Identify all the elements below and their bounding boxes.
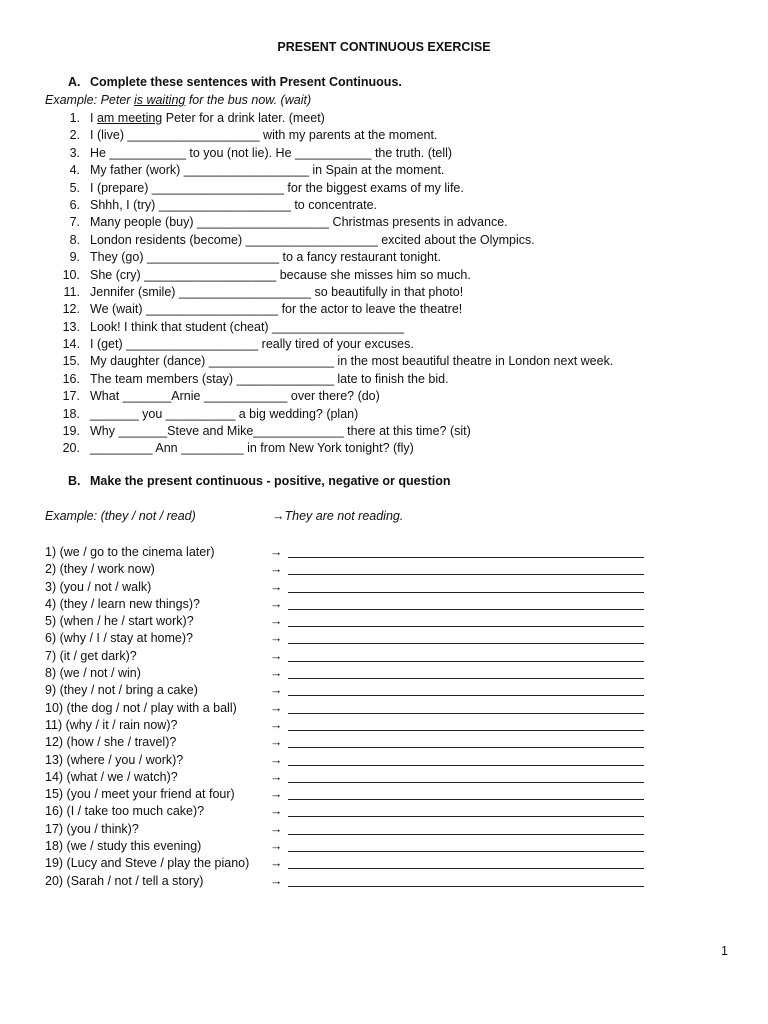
- arrow-icon: →: [272, 509, 285, 523]
- section-b-list: [0, 544, 768, 890]
- item-text: What _______Arnie ____________ over there? (do): [90, 389, 380, 404]
- exercise-row: [0, 544, 768, 561]
- arrow-icon: →: [270, 821, 283, 836]
- item-text: I (get) ___________________ really tired of your excuses.: [90, 337, 414, 352]
- section-b-heading-text: Make the present continuous - positive, negative or question: [90, 474, 451, 488]
- exercise-row: [0, 734, 768, 751]
- exercise-row: [0, 665, 768, 682]
- item-number: 16.: [62, 371, 80, 386]
- item-text: The team members (stay) ______________ late to finish the bid.: [90, 371, 449, 386]
- answer-line: [288, 574, 644, 575]
- answer-line: [288, 609, 644, 610]
- example-answer-text: They are not reading.: [284, 509, 404, 523]
- list-item: [0, 423, 768, 440]
- arrow-icon: →: [270, 596, 283, 611]
- exercise-row: [0, 613, 768, 630]
- item-text: They (go) ___________________ to a fancy restaurant tonight.: [90, 250, 441, 265]
- list-item: [0, 406, 768, 423]
- answer-line: [288, 765, 644, 766]
- answer-line: [288, 816, 644, 817]
- exercise-prompt: 16) (I / take too much cake)?: [45, 804, 205, 819]
- exercise-prompt: 18) (we / study this evening): [45, 839, 202, 854]
- exercise-row: [0, 873, 768, 890]
- answer-line: [288, 868, 644, 869]
- example-underlined: is waiting: [133, 93, 186, 107]
- answer-line: [288, 886, 644, 887]
- answer-line: [288, 747, 644, 748]
- item-number: 15.: [62, 354, 80, 369]
- item-number: 8.: [69, 232, 80, 247]
- answer-line: [288, 730, 644, 731]
- exercise-prompt: 3) (you / not / walk): [45, 579, 152, 594]
- item-text: Look! I think that student (cheat) ___________________: [90, 319, 405, 334]
- section-b-heading: [68, 474, 450, 488]
- exercise-prompt: 19) (Lucy and Steve / play the piano): [45, 856, 250, 871]
- item-text: He ___________ to you (not lie). He ___________ the truth. (tell): [90, 145, 453, 160]
- list-item: [0, 371, 768, 388]
- arrow-icon: →: [270, 769, 283, 784]
- arrow-icon: →: [270, 562, 283, 577]
- item-text: London residents (become) ___________________ excited about the Olympics.: [90, 232, 535, 247]
- arrow-icon: →: [270, 631, 283, 646]
- answer-line: [288, 643, 644, 644]
- item-number: 11.: [63, 284, 80, 299]
- list-item: [0, 214, 768, 231]
- exercise-row: [0, 596, 768, 613]
- example-suffix: for the bus now. (wait): [185, 93, 312, 107]
- exercise-row: [0, 821, 768, 838]
- list-item: [0, 353, 768, 370]
- item-number: 10.: [62, 267, 80, 282]
- item-number: 13.: [62, 319, 80, 334]
- list-item: [0, 232, 768, 249]
- exercise-row: [0, 648, 768, 665]
- exercise-row: [0, 579, 768, 596]
- page-title: PRESENT CONTINUOUS EXERCISE: [277, 40, 491, 54]
- section-a-list: [0, 110, 768, 458]
- arrow-icon: →: [270, 787, 283, 802]
- answer-line: [288, 557, 644, 558]
- exercise-row: [0, 717, 768, 734]
- arrow-icon: →: [270, 804, 283, 819]
- exercise-row: [0, 786, 768, 803]
- item-number: 3.: [69, 145, 80, 160]
- item-text: Jennifer (smile) ___________________ so beautifully in that photo!: [90, 284, 464, 299]
- arrow-icon: →: [270, 856, 283, 871]
- arrow-icon: →: [270, 873, 283, 888]
- exercise-row: [0, 561, 768, 578]
- list-item: [0, 336, 768, 353]
- section-b-example-answer: [272, 509, 403, 523]
- list-item: [0, 180, 768, 197]
- list-item: [0, 284, 768, 301]
- list-item: [0, 319, 768, 336]
- exercise-row: [0, 838, 768, 855]
- exercise-row: [0, 700, 768, 717]
- exercise-prompt: 15) (you / meet your friend at four): [45, 787, 235, 802]
- list-item: [0, 301, 768, 318]
- list-item: [0, 197, 768, 214]
- section-a-heading: [68, 75, 402, 89]
- item-number: 7.: [69, 215, 80, 230]
- item-text: I (live) ___________________ with my parents at the moment.: [90, 128, 438, 143]
- item-text: [90, 110, 325, 127]
- list-item: [0, 110, 768, 127]
- exercise-prompt: 9) (they / not / bring a cake): [45, 683, 198, 698]
- item-number: 9.: [69, 250, 80, 265]
- exercise-row: [0, 855, 768, 872]
- answer-line: [288, 592, 644, 593]
- exercise-prompt: 2) (they / work now): [45, 562, 155, 577]
- section-b-letter: B.: [68, 474, 81, 488]
- exercise-prompt: 11) (why / it / rain now)?: [45, 717, 178, 732]
- exercise-prompt: 4) (they / learn new things)?: [45, 596, 200, 611]
- exercise-prompt: 1) (we / go to the cinema later): [45, 545, 215, 559]
- item-text: She (cry) ___________________ because she misses him so much.: [90, 267, 471, 282]
- arrow-icon: →: [270, 700, 283, 715]
- section-a-example: [45, 93, 311, 107]
- answer-line: [288, 626, 644, 627]
- item-number: 14.: [62, 337, 80, 352]
- item-number: 20.: [62, 441, 80, 456]
- item-text: My father (work) __________________ in Spain at the moment.: [90, 163, 445, 178]
- list-item: [0, 162, 768, 179]
- list-item: [0, 267, 768, 284]
- item-number: 2.: [69, 128, 80, 143]
- item-number: 19.: [62, 424, 80, 439]
- arrow-icon: →: [270, 666, 283, 681]
- answer-line: [288, 661, 644, 662]
- item-text: My daughter (dance) __________________ in the most beautiful theatre in London next week.: [90, 354, 614, 369]
- item-number: 1.: [69, 111, 80, 125]
- item-number: 6.: [69, 197, 80, 212]
- item-number: 18.: [62, 406, 80, 421]
- arrow-icon: →: [270, 545, 283, 559]
- section-b-example-prompt: Example: (they / not / read): [45, 509, 196, 523]
- arrow-icon: →: [270, 839, 283, 854]
- arrow-icon: →: [270, 683, 283, 698]
- list-item: [0, 388, 768, 405]
- arrow-icon: →: [270, 717, 283, 732]
- item-number: 4.: [69, 163, 80, 178]
- exercise-prompt: 8) (we / not / win): [45, 666, 141, 681]
- exercise-row: [0, 682, 768, 699]
- exercise-prompt: 5) (when / he / start work)?: [45, 614, 194, 629]
- answer-line: [288, 799, 644, 800]
- arrow-icon: →: [270, 735, 283, 750]
- item-number: 5.: [69, 180, 80, 195]
- exercise-prompt: 12) (how / she / travel)?: [45, 735, 177, 750]
- arrow-icon: →: [270, 648, 283, 663]
- list-item: [0, 249, 768, 266]
- arrow-icon: →: [270, 579, 283, 594]
- item-text: _______ you __________ a big wedding? (plan): [90, 406, 359, 421]
- item-text: We (wait) ___________________ for the actor to leave the theatre!: [90, 302, 463, 317]
- item-number: 17.: [62, 389, 80, 404]
- exercise-row: [0, 752, 768, 769]
- exercise-prompt: 17) (you / think)?: [45, 821, 139, 836]
- answer-line: [288, 695, 644, 696]
- list-item: [0, 440, 768, 457]
- list-item: [0, 145, 768, 162]
- exercise-prompt: 7) (it / get dark)?: [45, 648, 137, 663]
- list-item: [0, 127, 768, 144]
- answer-line: [288, 834, 644, 835]
- item1-pre: I: [90, 111, 97, 125]
- answer-line: [288, 851, 644, 852]
- arrow-icon: →: [270, 614, 283, 629]
- item1-underlined: am meeting: [96, 111, 163, 125]
- exercise-prompt: 14) (what / we / watch)?: [45, 769, 178, 784]
- section-a-heading-text: Complete these sentences with Present Continuous.: [90, 75, 402, 89]
- item-text: Shhh, I (try) ___________________ to concentrate.: [90, 197, 378, 212]
- answer-line: [288, 678, 644, 679]
- section-a-letter: A.: [68, 75, 81, 89]
- item-number: 12.: [62, 302, 80, 317]
- exercise-prompt: 20) (Sarah / not / tell a story): [45, 873, 204, 888]
- item-text: Why _______Steve and Mike_____________ there at this time? (sit): [90, 424, 471, 439]
- item-text: I (prepare) ___________________ for the biggest exams of my life.: [90, 180, 464, 195]
- exercise-prompt: 6) (why / I / stay at home)?: [45, 631, 193, 646]
- exercise-row: [0, 803, 768, 820]
- arrow-icon: →: [270, 752, 283, 767]
- page-number: 1: [721, 944, 728, 958]
- exercise-prompt: 10) (the dog / not / play with a ball): [45, 700, 237, 715]
- item-text: _________ Ann _________ in from New York tonight? (fly): [90, 441, 414, 456]
- item-text: Many people (buy) ___________________ Christmas presents in advance.: [90, 215, 508, 230]
- exercise-row: [0, 630, 768, 647]
- example-prefix: Example: Peter: [45, 93, 134, 107]
- answer-line: [288, 713, 644, 714]
- exercise-row: [0, 769, 768, 786]
- item1-post: Peter for a drink later. (meet): [162, 111, 325, 125]
- answer-line: [288, 782, 644, 783]
- exercise-prompt: 13) (where / you / work)?: [45, 752, 184, 767]
